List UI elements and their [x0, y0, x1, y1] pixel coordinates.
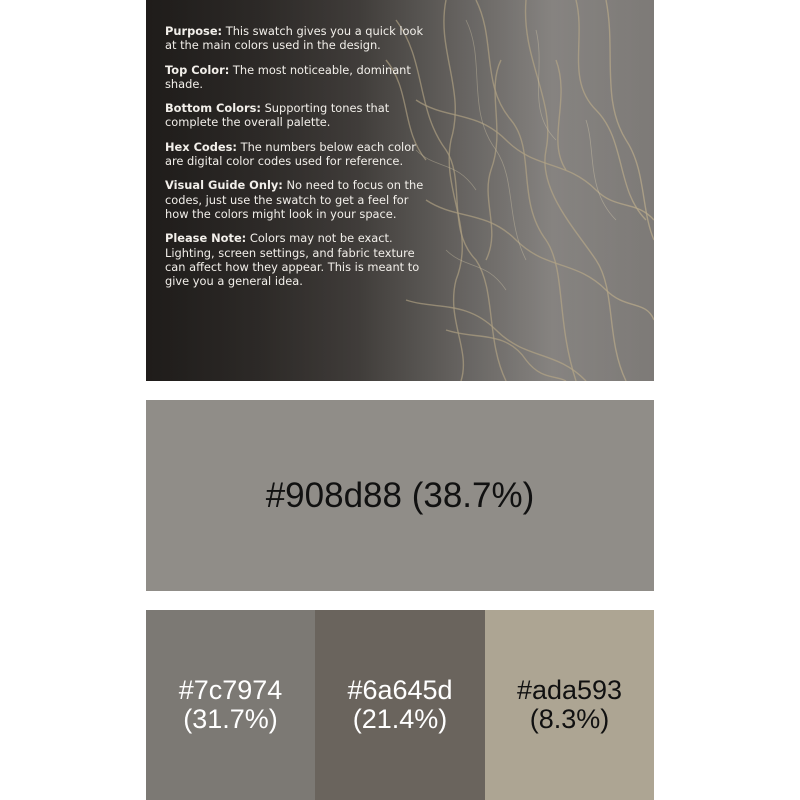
dominant-color-swatch — [146, 400, 654, 591]
swatch-percent: (31.7%) — [183, 704, 278, 734]
swatch-notes — [165, 24, 430, 298]
note-visual-guide — [165, 178, 430, 221]
note-text: The numbers below each color are digital color codes used for reference. — [165, 139, 416, 169]
note-top-color — [165, 63, 430, 92]
supporting-color-swatch — [485, 610, 654, 800]
fabric-texture-image — [146, 0, 654, 381]
note-text: Supporting tones that complete the overall palette. — [165, 101, 390, 130]
swatch-hex-code: #7c7974 — [178, 675, 283, 705]
swatch-percent: (8.3%) — [529, 704, 610, 734]
note-text: Colors may not be exact. Lighting, screen settings, and fabric texture can affect how they appear. This is meant to give you a general idea. — [165, 231, 420, 289]
note-purpose — [165, 24, 430, 53]
note-label: Purpose: — [165, 24, 223, 38]
supporting-color-swatch — [146, 610, 315, 800]
note-label: Please Note: — [165, 231, 247, 246]
note-bottom-colors — [165, 101, 430, 130]
note-text: The most noticeable, dominant shade. — [165, 62, 411, 91]
note-label: Hex Codes: — [165, 139, 237, 154]
supporting-color-swatch — [315, 610, 485, 800]
swatch-percent: (21.4%) — [352, 704, 448, 734]
note-hex-codes — [165, 140, 430, 169]
note-label: Bottom Colors: — [165, 101, 261, 116]
note-please-note — [165, 231, 430, 288]
note-text: This swatch gives you a quick look at the main colors used in the design. — [165, 24, 424, 53]
swatch-hex-code: #ada593 — [516, 675, 623, 705]
dominant-percent: (38.7%) — [411, 475, 535, 515]
swatch-hex-code: #6a645d — [347, 675, 453, 705]
note-text: No need to focus on the codes, just use the swatch to get a feel for how the colors might look in your space. — [165, 178, 424, 221]
note-label: Visual Guide Only: — [165, 178, 283, 193]
dominant-hex-code: #908d88 — [265, 475, 402, 515]
note-label: Top Color: — [165, 62, 230, 77]
dominant-color-label — [266, 476, 535, 516]
